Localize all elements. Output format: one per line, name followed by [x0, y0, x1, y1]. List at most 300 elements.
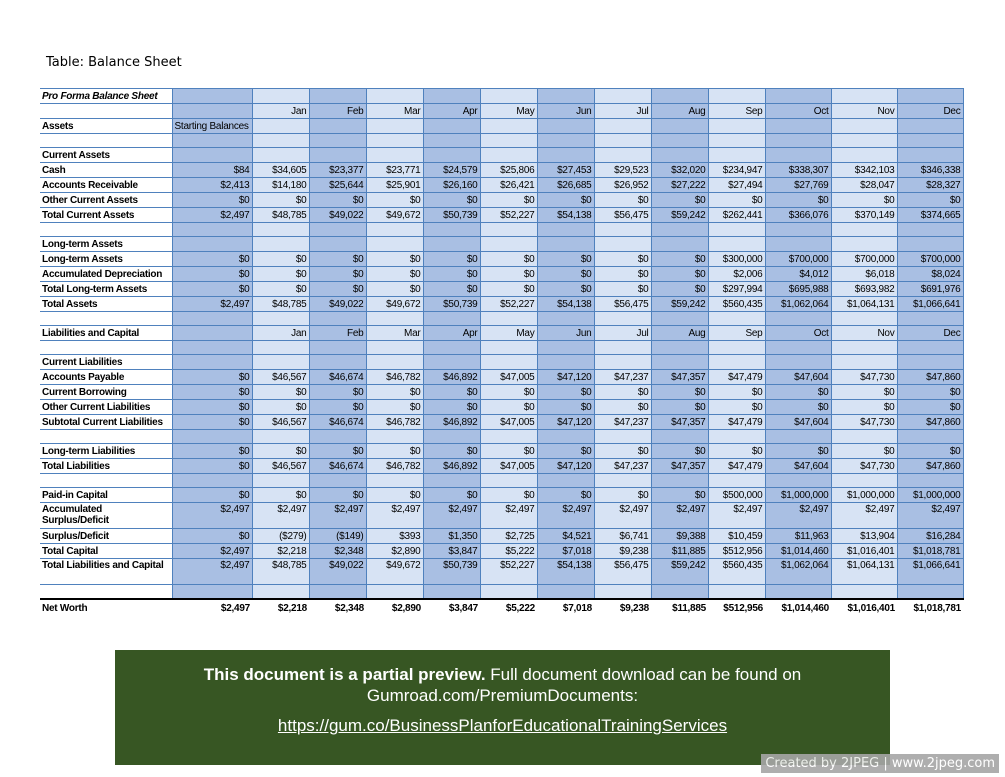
data-row [40, 488, 963, 503]
cell: $50,739 [423, 208, 480, 223]
cell: May [480, 104, 537, 119]
cell: Apr [423, 104, 480, 119]
row-label: Total Liabilities [40, 459, 172, 474]
cell [480, 89, 537, 104]
cell: $47,005 [480, 415, 537, 430]
cell [172, 223, 252, 237]
cell [831, 355, 897, 370]
cell: $0 [765, 400, 831, 415]
cell: $47,357 [651, 415, 708, 430]
cell: $7,018 [537, 544, 594, 559]
row-label: Long-term Assets [40, 237, 172, 252]
cell: $1,066,641 [897, 559, 963, 585]
cell: $0 [537, 282, 594, 297]
cell: $46,782 [366, 415, 423, 430]
cell: $2,497 [423, 503, 480, 529]
cell [537, 148, 594, 163]
blank-row [40, 430, 963, 444]
cell [831, 89, 897, 104]
cell [309, 312, 366, 326]
cell: $0 [708, 385, 765, 400]
row-label: Long-term Assets [40, 252, 172, 267]
cell: $46,674 [309, 370, 366, 385]
row-label [40, 312, 172, 326]
data-row [40, 252, 963, 267]
cell: $47,860 [897, 370, 963, 385]
cell: $47,604 [765, 459, 831, 474]
cell: $49,672 [366, 559, 423, 585]
cell [423, 341, 480, 355]
cell: $26,421 [480, 178, 537, 193]
cell: Jul [594, 104, 651, 119]
cell: $512,956 [708, 544, 765, 559]
cell [172, 585, 252, 599]
cell: $0 [172, 400, 252, 415]
download-link[interactable]: https://gum.co/BusinessPlanforEducationalTrainingServices [277, 716, 728, 735]
cell [309, 585, 366, 599]
cell: $0 [309, 444, 366, 459]
cell: $46,674 [309, 415, 366, 430]
cell [897, 355, 963, 370]
cell: $693,982 [831, 282, 897, 297]
cell: $0 [537, 488, 594, 503]
cell: $700,000 [765, 252, 831, 267]
cell: $47,005 [480, 459, 537, 474]
cell: $23,771 [366, 163, 423, 178]
cell [366, 134, 423, 148]
cell: $0 [252, 282, 309, 297]
cell: $393 [366, 529, 423, 544]
cell: $47,479 [708, 415, 765, 430]
cell: $0 [594, 252, 651, 267]
cell: $0 [651, 444, 708, 459]
cell: $49,022 [309, 559, 366, 585]
cell: Nov [831, 326, 897, 341]
cell: $262,441 [708, 208, 765, 223]
cell: $1,014,460 [765, 544, 831, 559]
data-row [40, 282, 963, 297]
cell [897, 312, 963, 326]
cell: $2,497 [897, 503, 963, 529]
cell [423, 237, 480, 252]
cell [172, 148, 252, 163]
cell [765, 474, 831, 488]
cell: $27,769 [765, 178, 831, 193]
cell [480, 430, 537, 444]
cell [765, 134, 831, 148]
cell: $2,497 [172, 559, 252, 585]
cell [651, 134, 708, 148]
cell: $0 [309, 282, 366, 297]
cell [831, 474, 897, 488]
cell: $47,479 [708, 370, 765, 385]
cell: $2,497 [172, 297, 252, 312]
cell [594, 341, 651, 355]
cell: $5,222 [480, 599, 537, 617]
cell: $10,459 [708, 529, 765, 544]
cell: $0 [708, 400, 765, 415]
cell: $48,785 [252, 208, 309, 223]
cell: $2,497 [172, 599, 252, 617]
cell: $48,785 [252, 297, 309, 312]
cell [765, 430, 831, 444]
cell: $49,022 [309, 208, 366, 223]
cell: $0 [651, 282, 708, 297]
cell: Jan [252, 326, 309, 341]
cell [366, 430, 423, 444]
row-label: Accounts Payable [40, 370, 172, 385]
row-label: Current Assets [40, 148, 172, 163]
data-row [40, 529, 963, 544]
cell: $2,218 [252, 599, 309, 617]
cell [651, 341, 708, 355]
data-row [40, 459, 963, 474]
cell [897, 585, 963, 599]
cell: $1,062,064 [765, 297, 831, 312]
cell [252, 134, 309, 148]
cell: Nov [831, 104, 897, 119]
cell [252, 341, 309, 355]
cell: $691,976 [897, 282, 963, 297]
cell [172, 355, 252, 370]
row-label: Total Capital [40, 544, 172, 559]
cell [480, 585, 537, 599]
cell [366, 119, 423, 134]
cell: $47,730 [831, 459, 897, 474]
cell: $0 [309, 193, 366, 208]
cell: $0 [651, 400, 708, 415]
row-label: Surplus/Deficit [40, 529, 172, 544]
cell: $0 [537, 385, 594, 400]
cell [897, 119, 963, 134]
section-header [40, 148, 963, 163]
cell: $14,180 [252, 178, 309, 193]
cell: $6,741 [594, 529, 651, 544]
cell [651, 148, 708, 163]
cell [594, 134, 651, 148]
cell: $50,739 [423, 559, 480, 585]
cell [537, 355, 594, 370]
cell [537, 89, 594, 104]
section-header [40, 355, 963, 370]
blank-row [40, 474, 963, 488]
cell: $2,006 [708, 267, 765, 282]
cell: $47,730 [831, 415, 897, 430]
cell: $374,665 [897, 208, 963, 223]
cell: $47,357 [651, 459, 708, 474]
cell: $0 [480, 193, 537, 208]
cell: Mar [366, 326, 423, 341]
cell [423, 223, 480, 237]
cell [708, 148, 765, 163]
cell: $25,901 [366, 178, 423, 193]
cell: $0 [423, 444, 480, 459]
cell: $0 [594, 193, 651, 208]
blank-row [40, 134, 963, 148]
cell: $2,890 [366, 544, 423, 559]
cell [651, 312, 708, 326]
cell [480, 355, 537, 370]
cell: $27,494 [708, 178, 765, 193]
cell [831, 148, 897, 163]
cell: $0 [366, 400, 423, 415]
cell: $23,377 [309, 163, 366, 178]
cell: $8,024 [897, 267, 963, 282]
cell: $0 [309, 252, 366, 267]
cell: $0 [423, 193, 480, 208]
data-row [40, 400, 963, 415]
row-label [40, 134, 172, 148]
cell: $54,138 [537, 559, 594, 585]
data-row [40, 370, 963, 385]
cell [651, 237, 708, 252]
cell [537, 223, 594, 237]
cell: $0 [252, 252, 309, 267]
row-label [40, 430, 172, 444]
cell: $2,497 [537, 503, 594, 529]
cell [708, 430, 765, 444]
cell [423, 355, 480, 370]
data-row [40, 444, 963, 459]
section-header [40, 237, 963, 252]
cell: $16,284 [897, 529, 963, 544]
row-label: Accumulated Depreciation [40, 267, 172, 282]
cell [897, 89, 963, 104]
cell: $24,579 [423, 163, 480, 178]
cell: Sep [708, 326, 765, 341]
row-label [40, 104, 172, 119]
cell [252, 237, 309, 252]
cell: $1,018,781 [897, 544, 963, 559]
cell: $11,885 [651, 544, 708, 559]
cell: $25,644 [309, 178, 366, 193]
row-label: Current Borrowing [40, 385, 172, 400]
cell [708, 312, 765, 326]
cell: $0 [252, 400, 309, 415]
cell: $2,497 [172, 208, 252, 223]
cell: $46,567 [252, 459, 309, 474]
row-label [40, 585, 172, 599]
row-label: Total Assets [40, 297, 172, 312]
cell [537, 237, 594, 252]
cell [309, 134, 366, 148]
cell: $4,521 [537, 529, 594, 544]
cell [309, 341, 366, 355]
row-label [40, 474, 172, 488]
cell: $0 [480, 385, 537, 400]
cell: $0 [765, 444, 831, 459]
cell [480, 341, 537, 355]
cell: $0 [480, 252, 537, 267]
cell [831, 430, 897, 444]
cell: $2,413 [172, 178, 252, 193]
cell: $3,847 [423, 544, 480, 559]
cell: $338,307 [765, 163, 831, 178]
cell [651, 89, 708, 104]
cell: $47,860 [897, 459, 963, 474]
cell: $366,076 [765, 208, 831, 223]
cell: $26,952 [594, 178, 651, 193]
cell [423, 148, 480, 163]
cell [594, 585, 651, 599]
data-row [40, 544, 963, 559]
cell: $84 [172, 163, 252, 178]
cell: $0 [366, 267, 423, 282]
row-label: Total Current Assets [40, 208, 172, 223]
cell [537, 134, 594, 148]
cell: $0 [172, 193, 252, 208]
row-label: Cash [40, 163, 172, 178]
cell: $0 [594, 400, 651, 415]
cell: $47,357 [651, 370, 708, 385]
cell: $46,892 [423, 415, 480, 430]
data-row [40, 163, 963, 178]
watermark: Created by 2JPEG | www.2jpeg.com [761, 754, 999, 773]
cell: $0 [831, 444, 897, 459]
cell: $0 [252, 488, 309, 503]
cell: $1,064,131 [831, 559, 897, 585]
cell: $49,672 [366, 208, 423, 223]
cell: $5,222 [480, 544, 537, 559]
cell [594, 119, 651, 134]
cell: $2,497 [594, 503, 651, 529]
cell: $49,672 [366, 297, 423, 312]
cell [708, 474, 765, 488]
cell [831, 119, 897, 134]
cell [537, 312, 594, 326]
cell: Dec [897, 326, 963, 341]
cell: $0 [480, 400, 537, 415]
cell: $46,782 [366, 459, 423, 474]
cell: $47,120 [537, 415, 594, 430]
cell: Sep [708, 104, 765, 119]
cell [594, 474, 651, 488]
cell: $7,018 [537, 599, 594, 617]
cell [252, 223, 309, 237]
cell: Starting Balances [172, 119, 252, 134]
cell: $4,012 [765, 267, 831, 282]
cell: $2,497 [765, 503, 831, 529]
cell: ($279) [252, 529, 309, 544]
cell [708, 119, 765, 134]
cell: $56,475 [594, 297, 651, 312]
cell: $695,988 [765, 282, 831, 297]
cell: $560,435 [708, 297, 765, 312]
cell: Jan [252, 104, 309, 119]
cell: $48,785 [252, 559, 309, 585]
cell: $0 [366, 193, 423, 208]
cell: $47,604 [765, 370, 831, 385]
cell [480, 312, 537, 326]
cell [252, 148, 309, 163]
cell: $0 [651, 252, 708, 267]
cell: $370,149 [831, 208, 897, 223]
cell [480, 134, 537, 148]
cell: $0 [423, 282, 480, 297]
cell: Oct [765, 326, 831, 341]
cell: Jun [537, 104, 594, 119]
cell [831, 223, 897, 237]
cell: Aug [651, 104, 708, 119]
cell: May [480, 326, 537, 341]
row-label: Current Liabilities [40, 355, 172, 370]
cell [594, 355, 651, 370]
row-label: Long-term Liabilities [40, 444, 172, 459]
cell: $560,435 [708, 559, 765, 585]
cell [423, 134, 480, 148]
data-row [40, 297, 963, 312]
cell: $0 [366, 282, 423, 297]
cell [897, 237, 963, 252]
cell: $0 [537, 193, 594, 208]
month-header-row [40, 104, 963, 119]
cell: $28,327 [897, 178, 963, 193]
cell [594, 430, 651, 444]
cell: $0 [480, 267, 537, 282]
cell: $0 [765, 385, 831, 400]
cell [480, 119, 537, 134]
cell [831, 585, 897, 599]
cell: $52,227 [480, 208, 537, 223]
cell: $47,479 [708, 459, 765, 474]
cell: $300,000 [708, 252, 765, 267]
cell: $0 [172, 444, 252, 459]
cell: $1,016,401 [831, 544, 897, 559]
cell [252, 474, 309, 488]
cell: $0 [537, 267, 594, 282]
cell: Jul [594, 326, 651, 341]
cell: $0 [831, 400, 897, 415]
cell [423, 474, 480, 488]
cell [897, 341, 963, 355]
cell: $46,782 [366, 370, 423, 385]
row-label [40, 223, 172, 237]
cell: $1,350 [423, 529, 480, 544]
cell: $47,237 [594, 459, 651, 474]
cell: $2,497 [708, 503, 765, 529]
cell: $1,018,781 [897, 599, 963, 617]
row-label: Accumulated Surplus/Deficit [40, 503, 172, 529]
title-row [40, 89, 963, 104]
cell: $0 [537, 252, 594, 267]
cell [537, 474, 594, 488]
cell [831, 312, 897, 326]
cell: Dec [897, 104, 963, 119]
cell [708, 223, 765, 237]
cell [708, 237, 765, 252]
cell: $47,237 [594, 370, 651, 385]
cell: $0 [537, 444, 594, 459]
cell [172, 89, 252, 104]
data-row [40, 267, 963, 282]
cell: $0 [366, 385, 423, 400]
cell [765, 312, 831, 326]
cell: Feb [309, 326, 366, 341]
cell: $0 [252, 193, 309, 208]
cell: $0 [366, 488, 423, 503]
cell: Oct [765, 104, 831, 119]
cell: $512,956 [708, 599, 765, 617]
cell: ($149) [309, 529, 366, 544]
cell: $0 [897, 385, 963, 400]
cell: $9,238 [594, 599, 651, 617]
cell: $49,022 [309, 297, 366, 312]
cell: $1,000,000 [897, 488, 963, 503]
cell: $0 [172, 370, 252, 385]
cell: $0 [831, 385, 897, 400]
preview-bold-text: This document is a partial preview. [203, 665, 486, 684]
blank-row [40, 341, 963, 355]
